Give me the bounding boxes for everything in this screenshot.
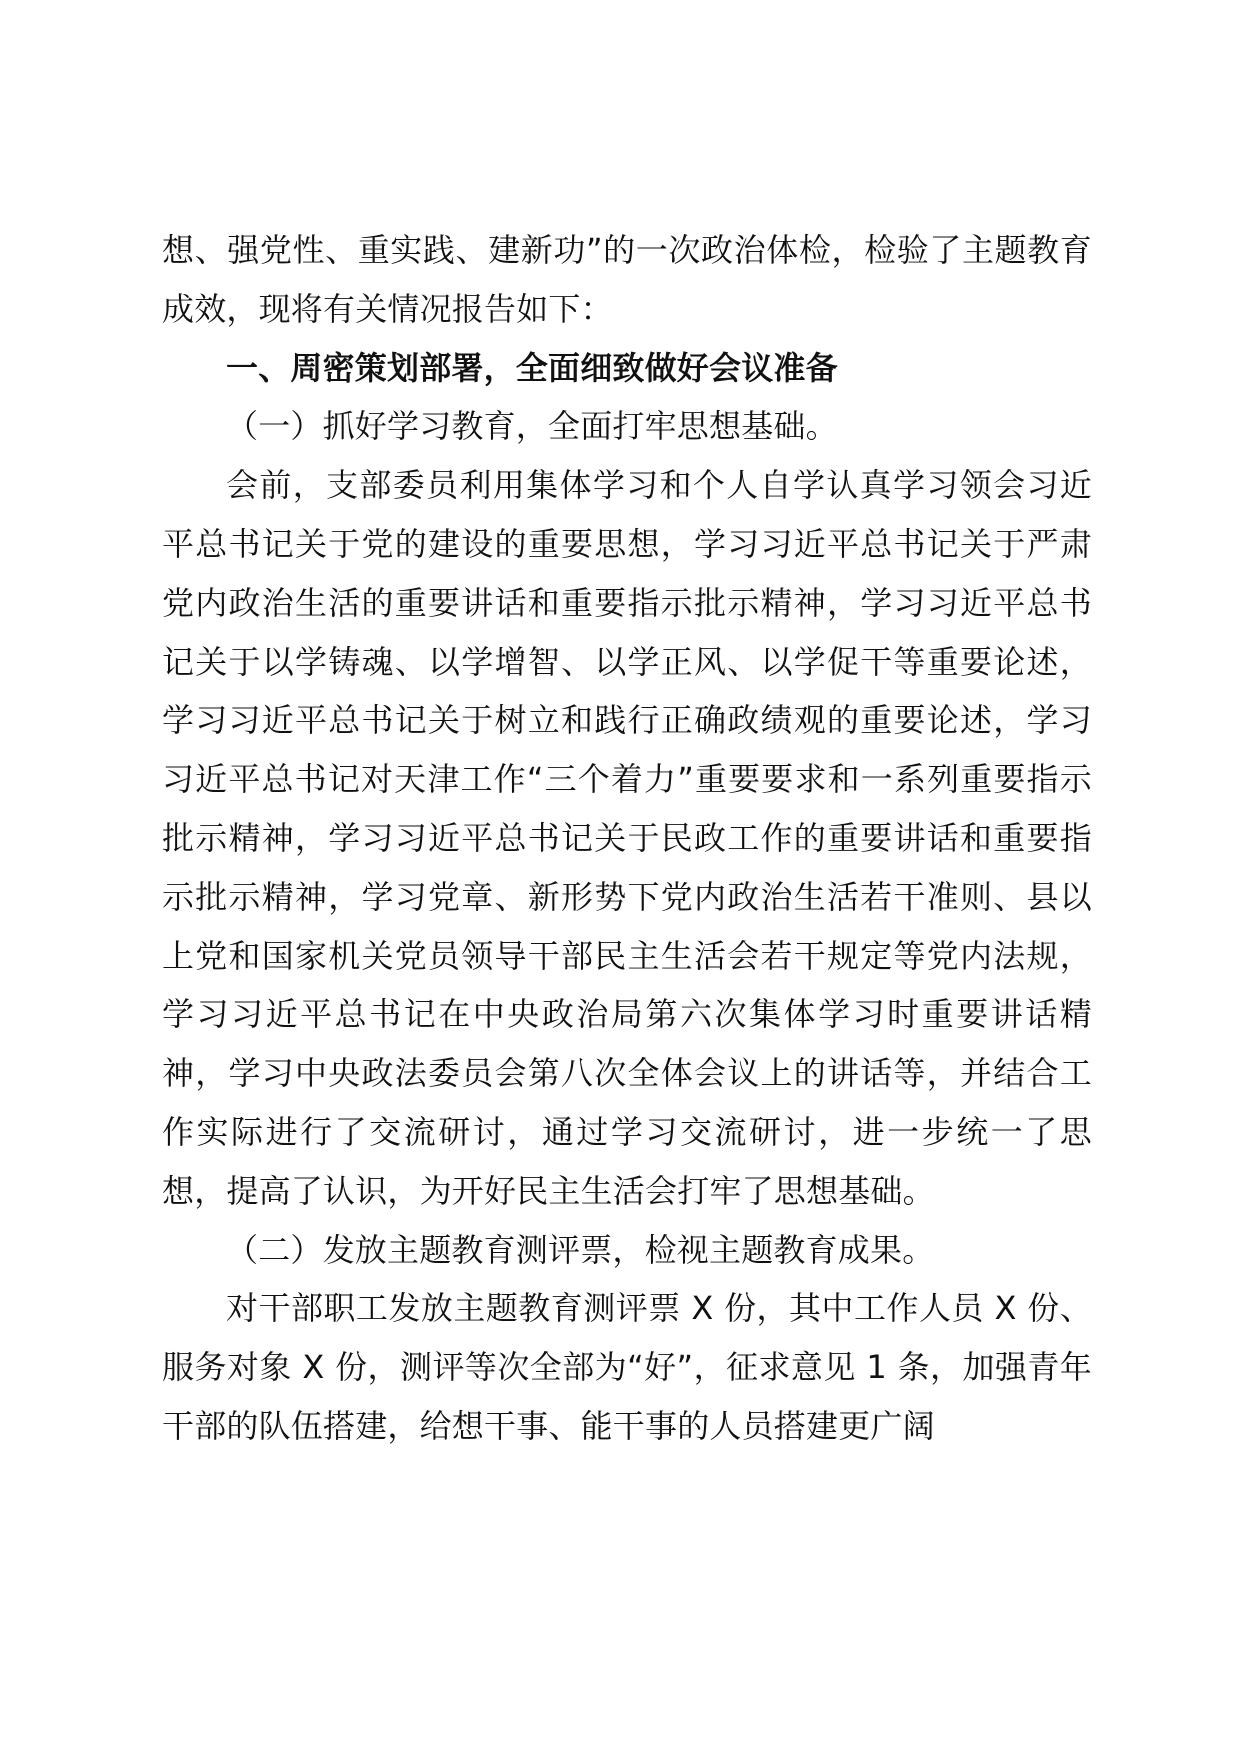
body-paragraph-survey: 对干部职工发放主题教育测评票 X 份，其中工作人员 X 份、服务对象 X 份，测评等次全部为“好”，征求意见 1 条，加强青年干部的队伍搭建，给想干事、能干事的人员搭建更广阔 [162,1289,1092,1445]
body-paragraph-study: 会前，支部委员利用集体学习和个人自学认真学习领会习近平总书记关于党的建设的重要思想，学习习近平总书记关于严肃党内政治生活的重要讲话和重要指示批示精神，学习习近平总书记关于以学铸魂、以学增智、以学正风、以学促干等重要论述，学习习近平总书记关于树立和践行正确政绩观的重要论述，学习习近平总书记对天津工作“三个着力”重要要求和一系列重要指示批示精神，学习习近平总书记关于民政工作的重要讲话和重要指示批示精神，学习党章、新形势下党内政治生活若干准则、县以上党和国家机关党员领导干部民主生活会若干规定等党内法规，学习习近平总书记在中央政治局第六次集体学习时重要讲话精神，学习中央政法委员会第八次全体会议上的讲话等，并结合工作实际进行了交流研讨，通过学习交流研讨，进一步统一了思想，提高了认识，为开好民主生活会打牢了思想基础。 [162,466,1092,1210]
subsection-heading-1: （一）抓好学习教育，全面打牢思想基础。 [226,407,838,446]
subsection-heading-2: （二）发放主题教育测评票，检视主题教育成果。 [226,1230,935,1269]
document-body [162,221,1092,1456]
section-heading-1: 一、周密策划部署，全面细致做好会议准备 [226,348,838,387]
continuation-paragraph: 想、强党性、重实践、建新功”的一次政治体检，检验了主题教育成效，现将有关情况报告如下： [162,231,1092,328]
